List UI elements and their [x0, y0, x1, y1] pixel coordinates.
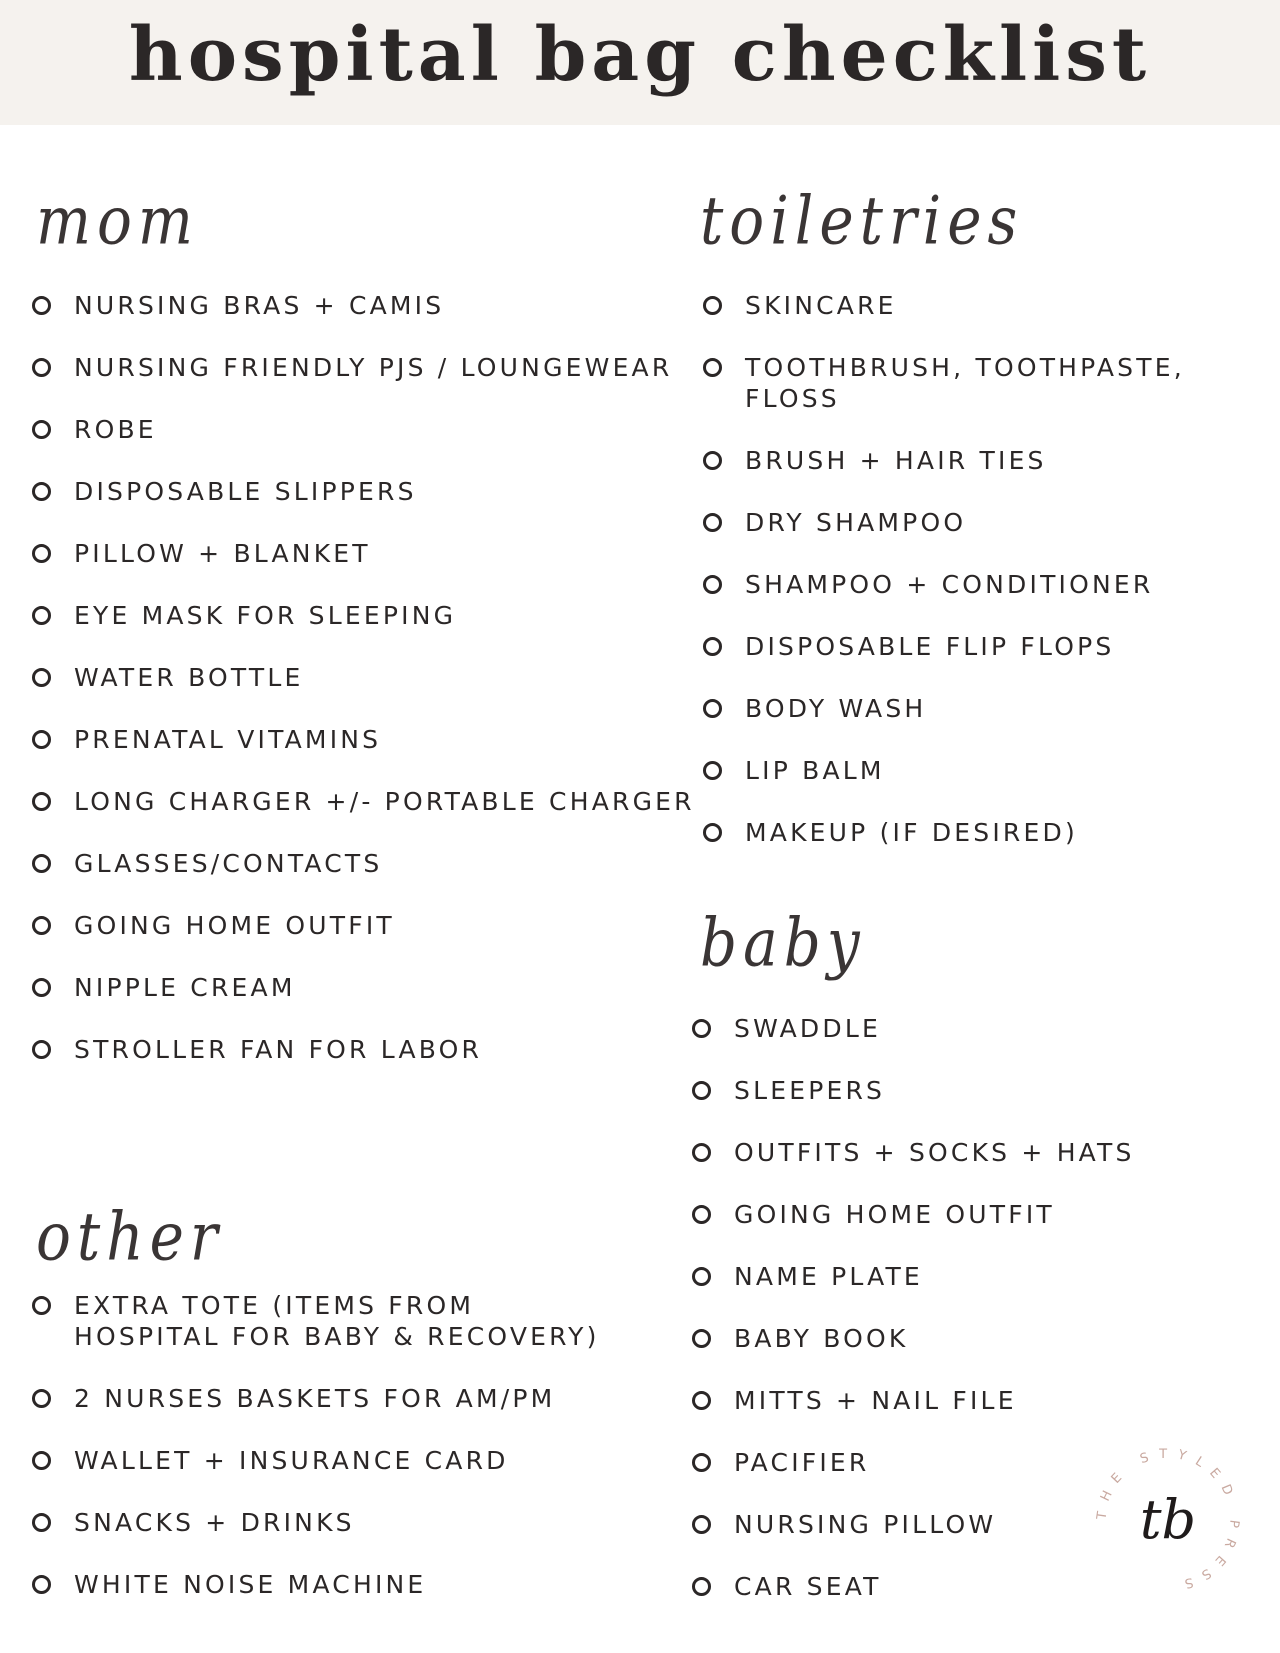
checklist-baby [692, 1013, 1135, 1633]
checklist-other [32, 1290, 600, 1631]
checklist-item [703, 352, 1280, 414]
section-title-baby: baby [700, 903, 866, 982]
logo-ring-text: THE STYLED PRESS [1094, 1446, 1242, 1594]
checklist-item-label: TOOTHBRUSH, TOOTHPASTE, FLOSS [745, 353, 1185, 413]
checklist-item-label: SLEEPERS [734, 1076, 886, 1105]
checklist-item-label: SWADDLE [734, 1014, 881, 1043]
checkbox-circle-icon[interactable] [703, 358, 722, 377]
checklist-toiletries [703, 290, 1280, 879]
checkbox-circle-icon[interactable] [692, 1143, 711, 1162]
checkbox-circle-icon[interactable] [32, 668, 51, 687]
checklist-item [32, 290, 695, 321]
checklist-item [32, 662, 695, 693]
checkbox-circle-icon[interactable] [703, 699, 722, 718]
checkbox-circle-icon[interactable] [32, 916, 51, 935]
checklist-item-label: CAR SEAT [734, 1572, 882, 1601]
checklist-item-label: NURSING FRIENDLY PJS / LOUNGEWEAR [74, 353, 673, 382]
checklist-item [32, 1290, 600, 1352]
checklist-item-label: 2 NURSES BASKETS FOR AM/PM [74, 1384, 556, 1413]
checklist-item [32, 1507, 600, 1538]
checklist-item-label: WATER BOTTLE [74, 663, 304, 692]
checklist-item [703, 755, 1280, 786]
checkbox-circle-icon[interactable] [692, 1391, 711, 1410]
checklist-item-label: PRENATAL VITAMINS [74, 725, 382, 754]
checklist-item [32, 538, 695, 569]
checkbox-circle-icon[interactable] [32, 606, 51, 625]
checklist-item [32, 1383, 600, 1414]
checklist-item [32, 414, 695, 445]
checkbox-circle-icon[interactable] [32, 544, 51, 563]
checklist-item [692, 1509, 1135, 1540]
checkbox-circle-icon[interactable] [703, 637, 722, 656]
checkbox-circle-icon[interactable] [32, 358, 51, 377]
checkbox-circle-icon[interactable] [32, 420, 51, 439]
checkbox-circle-icon[interactable] [32, 1389, 51, 1408]
checklist-item-label: PILLOW + BLANKET [74, 539, 371, 568]
checkbox-circle-icon[interactable] [703, 761, 722, 780]
checklist-item-label: OUTFITS + SOCKS + HATS [734, 1138, 1135, 1167]
checklist-item-label: BODY WASH [745, 694, 927, 723]
checkbox-circle-icon[interactable] [703, 451, 722, 470]
checklist-item-label: NAME PLATE [734, 1262, 923, 1291]
checkbox-circle-icon[interactable] [32, 730, 51, 749]
checklist-item-label: NIPPLE CREAM [74, 973, 296, 1002]
checklist-item [32, 476, 695, 507]
checkbox-circle-icon[interactable] [692, 1081, 711, 1100]
checkbox-circle-icon[interactable] [692, 1453, 711, 1472]
checklist-item-label: LONG CHARGER +/- PORTABLE CHARGER [74, 787, 695, 816]
checkbox-circle-icon[interactable] [692, 1515, 711, 1534]
checkbox-circle-icon[interactable] [692, 1267, 711, 1286]
checklist-item-label: DISPOSABLE FLIP FLOPS [745, 632, 1115, 661]
checklist-item-label: MAKEUP (IF DESIRED) [745, 818, 1078, 847]
brand-logo [1088, 1440, 1248, 1600]
checkbox-circle-icon[interactable] [703, 575, 722, 594]
checklist-item [703, 569, 1280, 600]
checkbox-circle-icon[interactable] [32, 1296, 51, 1315]
checkbox-circle-icon[interactable] [32, 482, 51, 501]
checkbox-circle-icon[interactable] [32, 296, 51, 315]
section-title-mom: mom [36, 181, 199, 260]
checkbox-circle-icon[interactable] [692, 1329, 711, 1348]
checklist-item-label: SHAMPOO + CONDITIONER [745, 570, 1154, 599]
checklist-item [703, 817, 1280, 848]
checklist-item [692, 1013, 1135, 1044]
checklist-item [32, 1445, 600, 1476]
checklist-item [692, 1323, 1135, 1354]
checklist-item [32, 786, 695, 817]
checklist-item-label: WALLET + INSURANCE CARD [74, 1446, 509, 1475]
checklist-item [32, 1034, 695, 1065]
checkbox-circle-icon[interactable] [703, 823, 722, 842]
checkbox-circle-icon[interactable] [32, 1040, 51, 1059]
checklist-item-label: EYE MASK FOR SLEEPING [74, 601, 457, 630]
checkbox-circle-icon[interactable] [32, 978, 51, 997]
checklist-item-label: SKINCARE [745, 291, 897, 320]
checklist-item [692, 1261, 1135, 1292]
checklist-item-label: DISPOSABLE SLIPPERS [74, 477, 417, 506]
checkbox-circle-icon[interactable] [32, 1575, 51, 1594]
checklist-item [692, 1571, 1135, 1602]
checklist-item [692, 1447, 1135, 1478]
checkbox-circle-icon[interactable] [692, 1205, 711, 1224]
checklist-item-label: GOING HOME OUTFIT [734, 1200, 1055, 1229]
checklist-item-label: MITTS + NAIL FILE [734, 1386, 1017, 1415]
checklist-item-label: ROBE [74, 415, 157, 444]
checklist-item-label: BABY BOOK [734, 1324, 909, 1353]
checklist-item-label: NURSING BRAS + CAMIS [74, 291, 445, 320]
section-title-toiletries: toiletries [700, 181, 1024, 260]
checklist-item [32, 848, 695, 879]
checklist-item [703, 290, 1280, 321]
checklist-item [32, 910, 695, 941]
checklist-item [32, 1569, 600, 1600]
checklist-item [692, 1385, 1135, 1416]
checklist-item-label: PACIFIER [734, 1448, 870, 1477]
checklist-item-label: DRY SHAMPOO [745, 508, 967, 537]
checklist-item-label: LIP BALM [745, 756, 885, 785]
page-title: hospital bag checklist [128, 12, 1152, 98]
checklist-item [32, 724, 695, 755]
checklist-item-label: SNACKS + DRINKS [74, 1508, 355, 1537]
checklist-item [32, 972, 695, 1003]
checkbox-circle-icon[interactable] [703, 296, 722, 315]
checklist-item-label: NURSING PILLOW [734, 1510, 997, 1539]
checkbox-circle-icon[interactable] [703, 513, 722, 532]
checklist-item [692, 1075, 1135, 1106]
checklist-item-label: STROLLER FAN FOR LABOR [74, 1035, 483, 1064]
checklist-item-label: BRUSH + HAIR TIES [745, 446, 1047, 475]
checklist-item [703, 631, 1280, 662]
checklist-item-label: GOING HOME OUTFIT [74, 911, 395, 940]
checklist-item [703, 507, 1280, 538]
logo-monogram: tb [1139, 1488, 1197, 1551]
checklist-item-label: WHITE NOISE MACHINE [74, 1570, 427, 1599]
checkbox-circle-icon[interactable] [692, 1019, 711, 1038]
checkbox-circle-icon[interactable] [32, 854, 51, 873]
checklist-item [692, 1137, 1135, 1168]
checklist-item [32, 352, 695, 383]
checklist-mom [32, 290, 695, 1096]
checkbox-circle-icon[interactable] [32, 792, 51, 811]
checklist-item [703, 445, 1280, 476]
checkbox-circle-icon[interactable] [32, 1513, 51, 1532]
checklist-item [703, 693, 1280, 724]
checkbox-circle-icon[interactable] [692, 1577, 711, 1596]
checklist-item-label: GLASSES/CONTACTS [74, 849, 383, 878]
checklist-item-label: EXTRA TOTE (ITEMS FROM HOSPITAL FOR BABY & RECOVERY) [74, 1291, 600, 1351]
checkbox-circle-icon[interactable] [32, 1451, 51, 1470]
checklist-item [692, 1199, 1135, 1230]
checklist-item [32, 600, 695, 631]
section-title-other: other [36, 1197, 224, 1276]
